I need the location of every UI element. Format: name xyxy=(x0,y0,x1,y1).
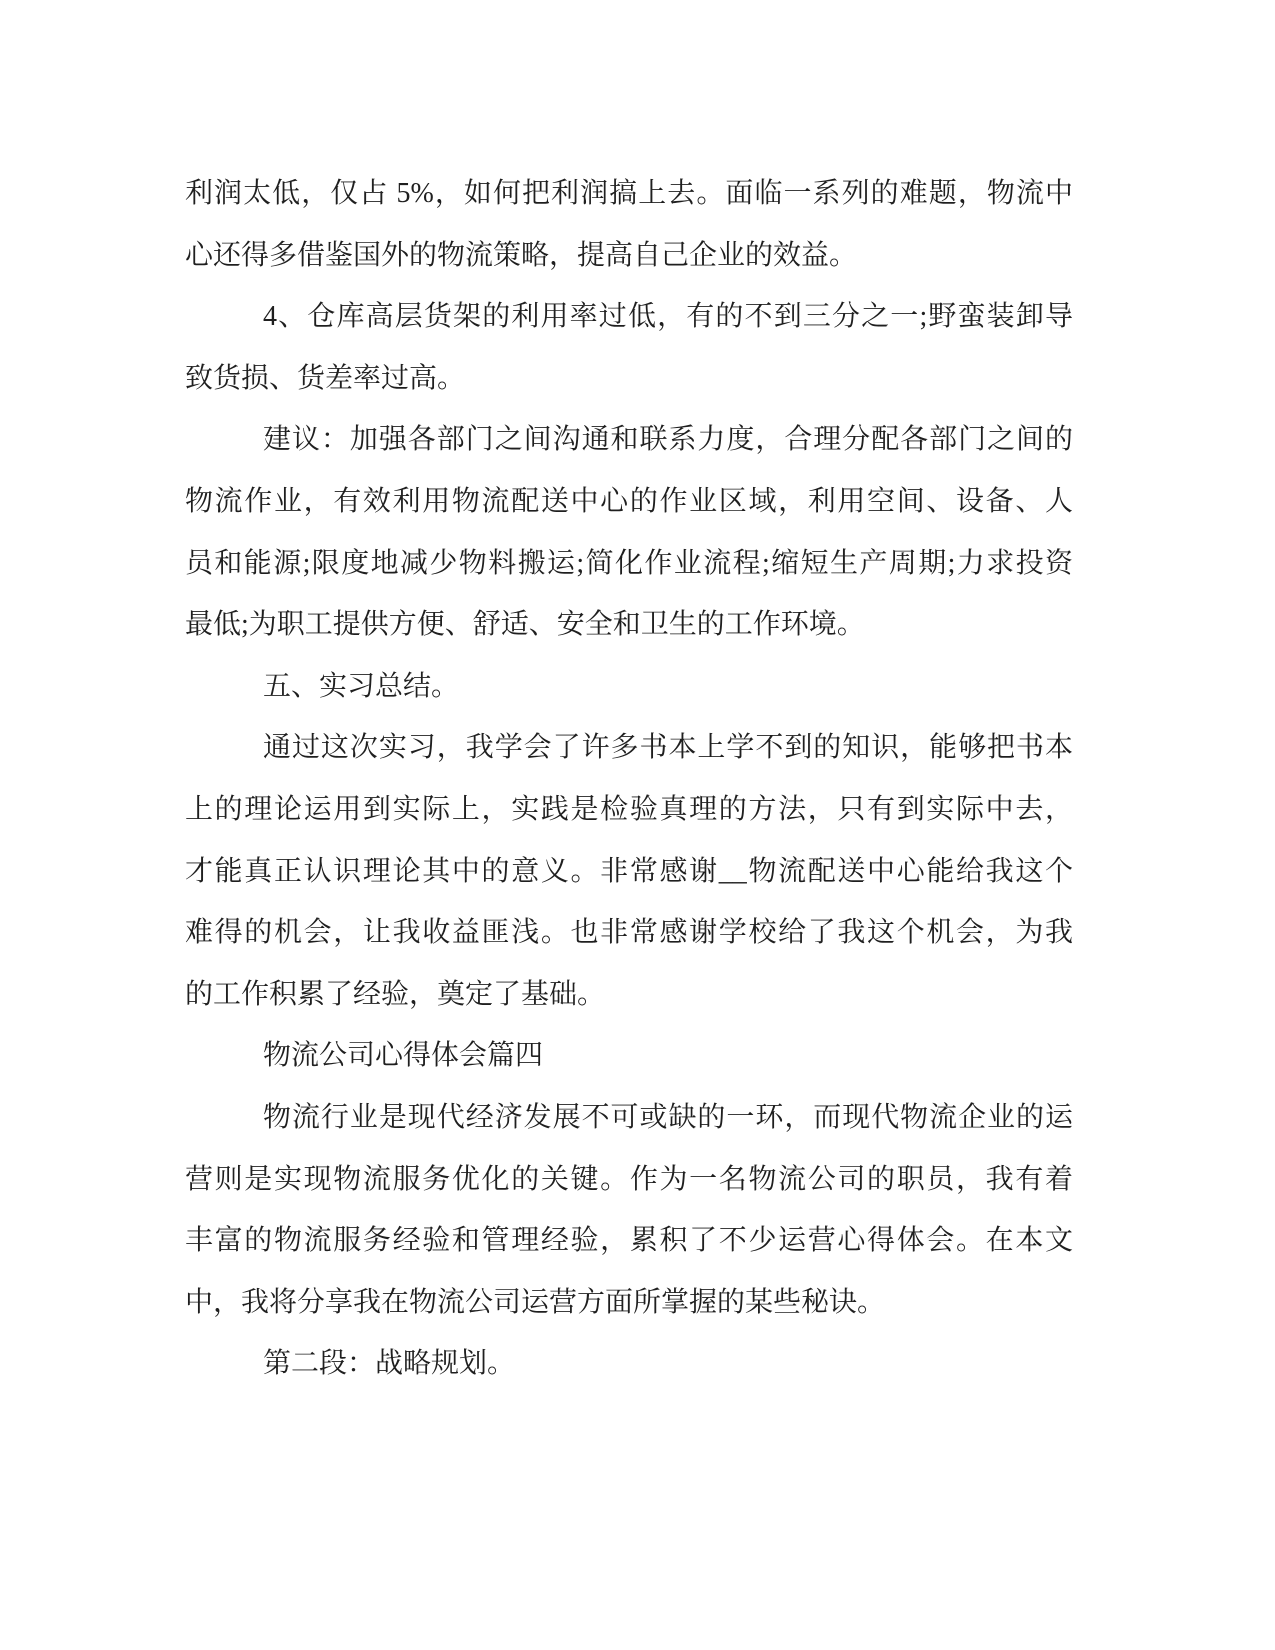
text-line: 中，我将分享我在物流公司运营方面所掌握的某些秘诀。 xyxy=(185,1286,886,1318)
text-line: 物流公司心得体会篇四 xyxy=(263,1040,544,1072)
paragraph-logistics-industry xyxy=(185,1087,1073,1333)
text-line: 致货损、货差率过高。 xyxy=(185,362,466,394)
text-line: 第二段：战略规划。 xyxy=(263,1348,516,1380)
text-line: 4、仓库高层货架的利用率过低，有的不到三分之一;野蛮装卸导 xyxy=(263,301,1073,333)
text-line: 最低;为职工提供方便、舒适、安全和卫生的工作环境。 xyxy=(185,609,865,641)
heading-article-four xyxy=(185,1025,1073,1087)
text-line: 通过这次实习，我学会了许多书本上学不到的知识，能够把书本 xyxy=(263,732,1073,764)
heading-internship-summary xyxy=(185,656,1073,718)
text-line: 才能真正认识理论其中的意义。非常感谢__物流配送中心能给我这个 xyxy=(185,855,1073,887)
text-line: 上的理论运用到实际上，实践是检验真理的方法，只有到实际中去， xyxy=(185,793,1073,825)
heading-second-section xyxy=(185,1333,1073,1395)
document-text-block xyxy=(185,163,1073,1395)
text-line: 利润太低，仅占 5%，如何把利润搞上去。面临一系列的难题，物流中 xyxy=(185,178,1073,209)
text-line: 心还得多借鉴国外的物流策略，提高自己企业的效益。 xyxy=(185,239,858,271)
paragraph-suggestion xyxy=(185,409,1073,655)
text-line: 物流作业，有效利用物流配送中心的作业区域，利用空间、设备、人 xyxy=(185,485,1073,517)
text-line: 难得的机会，让我收益匪浅。也非常感谢学校给了我这个机会，为我 xyxy=(185,917,1073,949)
text-line: 的工作积累了经验，奠定了基础。 xyxy=(185,978,606,1010)
text-line: 丰富的物流服务经验和管理经验，累积了不少运营心得体会。在本文 xyxy=(185,1225,1073,1257)
text-line: 建议：加强各部门之间沟通和联系力度，合理分配各部门之间的 xyxy=(263,424,1073,456)
text-line: 营则是实现物流服务优化的关键。作为一名物流公司的职员，我有着 xyxy=(185,1163,1073,1195)
paragraph-continuation xyxy=(185,163,1073,286)
paragraph-internship-reflection xyxy=(185,717,1073,1025)
text-line: 物流行业是现代经济发展不可或缺的一环，而现代物流企业的运 xyxy=(263,1101,1073,1133)
text-line: 五、实习总结。 xyxy=(263,670,460,702)
text-line: 员和能源;限度地减少物料搬运;简化作业流程;缩短生产周期;力求投资 xyxy=(185,547,1073,579)
paragraph-numbered-item-4 xyxy=(185,286,1073,409)
